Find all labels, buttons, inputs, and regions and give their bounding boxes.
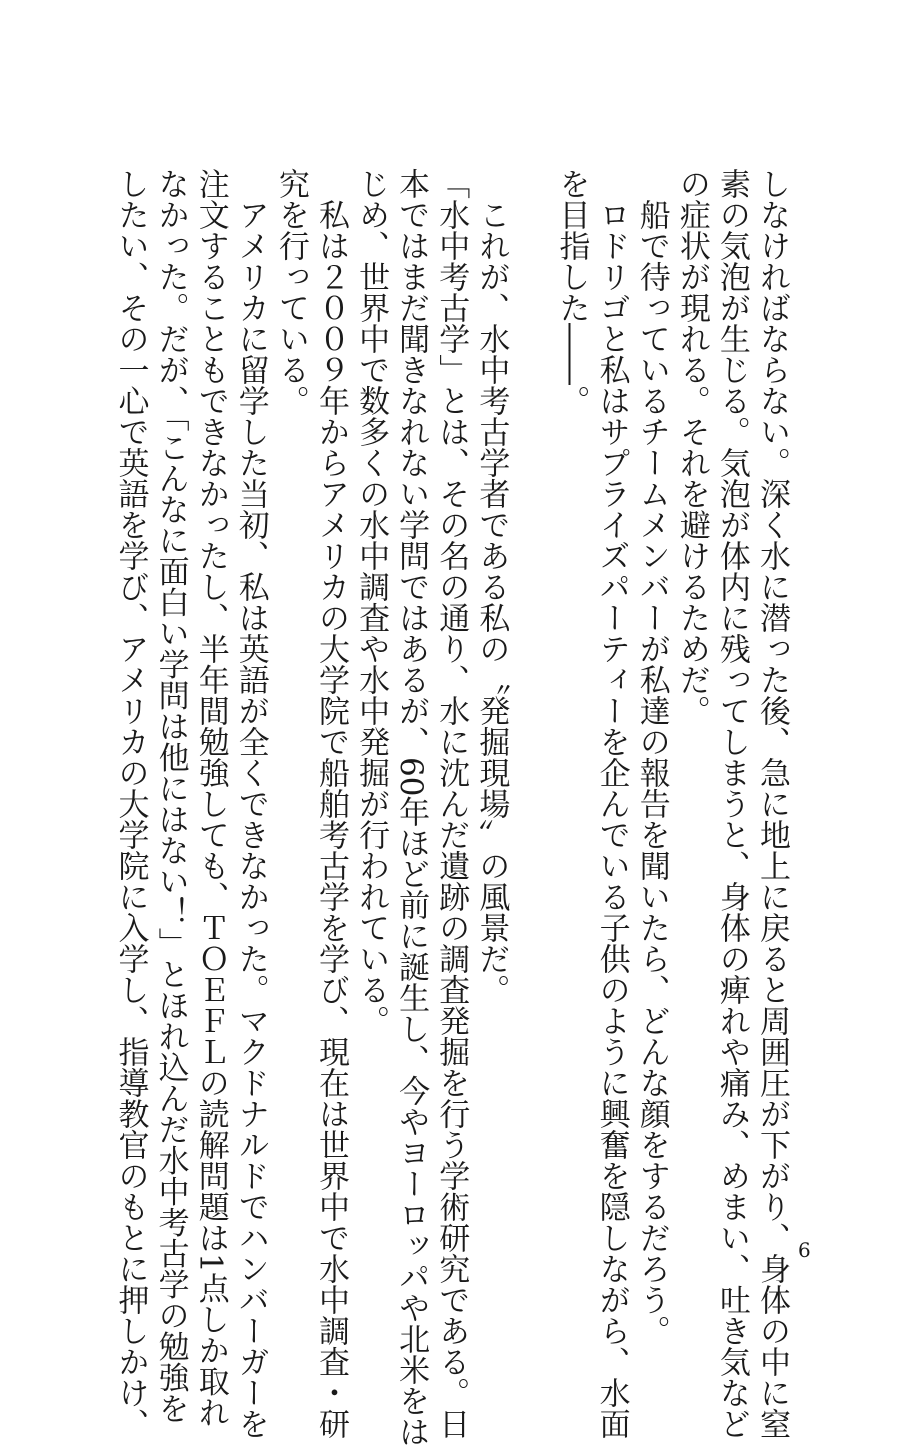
page-number: 6 xyxy=(798,1238,811,1262)
body-text xyxy=(110,168,792,1447)
text-line: なかった。だが、「こんなに面白い学問は他にはない！」とほれ込んだ水中考古学の勉強を xyxy=(152,168,189,1424)
text-line: 究を行っている。 xyxy=(272,168,309,416)
text-line: しなければならない。深く水に潜った後、急に地上に戻ると周囲圧が下がり、身体の中に窒 xyxy=(754,168,790,1439)
paragraph-gap xyxy=(511,168,551,1128)
text-line: の症状が現れる。それを避けるためだ。 xyxy=(673,168,710,726)
text-line: アメリカに留学した当初、私は英語が全くできなかった。マクドナルドでハンバーガーを xyxy=(232,168,269,1439)
text-line: したい、その一心で英語を学び、アメリカの大学院に入学し、指導教官のもとに押しかけ、 xyxy=(112,168,149,1439)
text-line: 「水中考古学」とは、その名の通り、水に沈んだ遺跡の調査発掘を行う学術研究である。日 xyxy=(433,168,470,1439)
text-line: 注文することもできなかったし、半年間勉強しても、ＴＯＥＦＬの読解問題は1点しか取れ xyxy=(192,168,229,1428)
text-line: 船で待っているチームメンバーが私達の報告を聞いたら、どんな顔をするだろう。 xyxy=(633,168,670,1346)
text-line: を目指した――。 xyxy=(553,168,590,416)
text-line: これが、水中考古学者である私の〝発掘現場〟の風景だ。 xyxy=(473,168,510,1005)
text-line: 素の気泡が生じる。気泡が体内に残ってしまうと、身体の痺れや痛み、めまい、吐き気など xyxy=(713,168,750,1439)
text-line: じめ、世界中で数多くの水中調査や水中発掘が行われている。 xyxy=(353,168,390,1036)
text-line: ロドリゴと私はサプライズパーティーを企んでいる子供のように興奮を隠しながら、水面 xyxy=(593,168,630,1439)
text-line: 私は２００９年からアメリカの大学院で船舶考古学を学び、現在は世界中で水中調査・研 xyxy=(312,168,349,1439)
text-line: 本ではまだ聞きなれない学問ではあるが、60年ほど前に誕生し、今やヨーロッパや北米をは xyxy=(393,168,430,1447)
